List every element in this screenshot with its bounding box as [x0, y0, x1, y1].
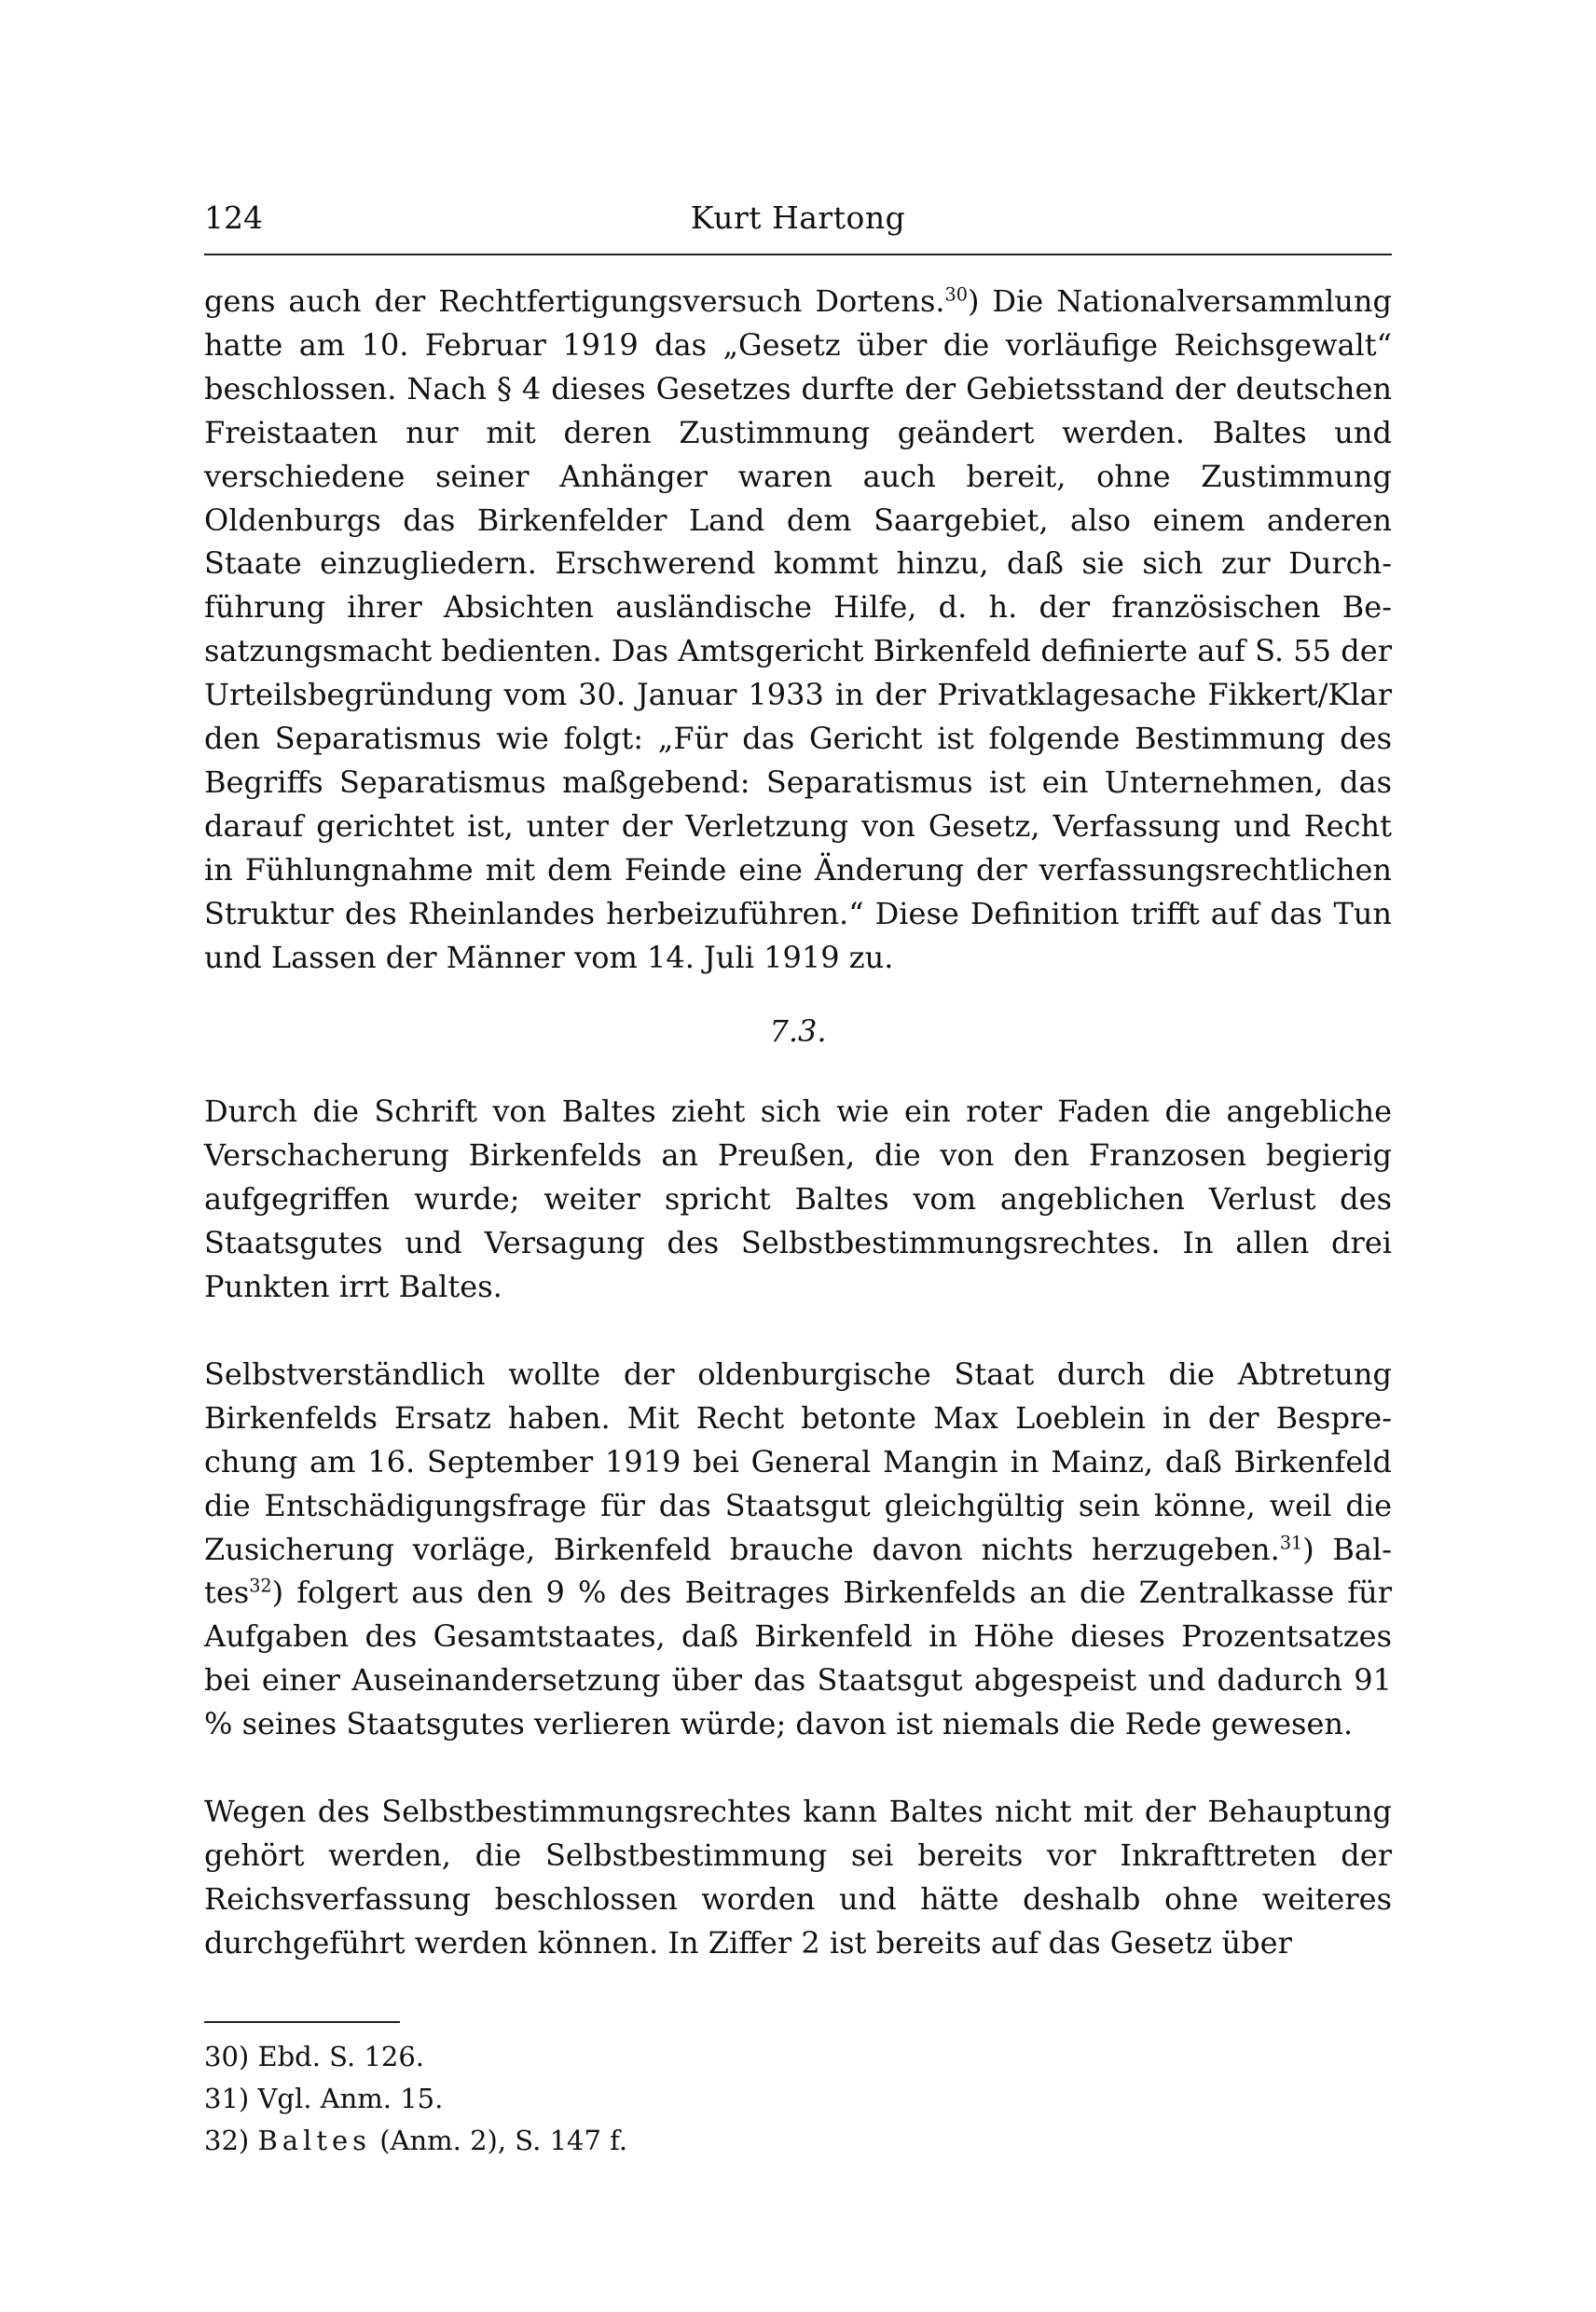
paragraph-3-text-b: ) Baltes — [204, 1531, 1393, 1611]
footnote-30 — [204, 2036, 1392, 2078]
footnotes — [204, 2036, 1392, 2162]
footnote-ref-32: 32 — [249, 1575, 272, 1597]
footnote-mark: 31) — [204, 2082, 250, 2114]
footnote-rule — [204, 2021, 400, 2023]
paragraph-1 — [204, 280, 1392, 980]
footnote-text: (Anm. 2), S. 147 f. — [371, 2124, 628, 2156]
paragraph-3 — [204, 1353, 1392, 1746]
paragraph-1-text-a: gens auch der Rechtfertigungsversuch Dortens. — [204, 283, 945, 319]
paragraph-1-text-b: ) Die Nationalversammlung hatte am 10. Februar 1919 das „Gesetz über die vorläufige Reichsgewalt“ beschlossen. Nach § 4 dieses Gesetzes durfte der Gebietsstand der deutschen Freistaaten nur mit deren Zustimmung geändert werden. Baltes und verschiedene seiner Anhänger waren auch bereit, ohne Zustimmung Oldenburgs das Birkenfelder Land dem Saargebiet, also einem anderen Staate einzugliedern. Erschwerend kommt hinzu, daß sie sich zur Durchführung ihrer Absichten ausländische Hilfe, d. h. der französischen Besatzungsmacht bedienten. Das Amtsgericht Birkenfeld definierte auf S. 55 der Urteilsbegründung vom 30. Januar 1933 in der Privatklagesache Fikkert/Klar den Separatismus wie folgt: „Für das Gericht ist folgende Bestimmung des Begriffs Separatismus maßgebend: Separatismus ist ein Unternehmen, das darauf gerichtet ist, unter der Verletzung von Gesetz, Verfassung und Recht in Fühlungnahme mit dem Feinde eine Änderung der verfassungsrechtlichen Struktur des Rheinlandes herbeizuführen.“ Diese Definition trifft auf das Tun und Lassen der Männer vom 14. Juli 1919 zu. — [204, 283, 1393, 975]
footnote-text: Vgl. Anm. 15. — [257, 2082, 444, 2114]
paragraph-2: Durch die Schrift von Baltes zieht sich wie ein roter Faden die angebliche Verschacherung Birkenfelds an Preußen, die von den Franzosen begierig aufgegriffen wurde; weiter spricht Baltes vom angeblichen Verlust des Staatsgutes und Versagung des Selbstbestimmungsrechtes. In allen drei Punkten irrt Baltes. — [204, 1094, 1392, 1305]
running-title: Kurt Hartong — [690, 200, 906, 236]
footnote-32 — [204, 2120, 1392, 2162]
footnote-31 — [204, 2078, 1392, 2120]
running-head — [204, 196, 1392, 241]
paragraph-4: Wegen des Selbstbestimmungsrechtes kann Baltes nicht mit der Behauptung gehört werden, die Selbstbestimmung sei bereits vor Inkrafttreten der Reichsverfassung beschlossen worden und hätte deshalb ohne weiteres durchgeführt werden können. In Ziffer 2 ist bereits auf das Gesetz über — [204, 1794, 1392, 1961]
paragraph-3-text-a: Selbstverständlich wollte der oldenburgische Staat durch die Abtretung Birkenfelds Ersatz haben. Mit Recht betonte Max Loeblein in der Besprechung am 16. September 1919 bei General Mangin in Mainz, daß Birkenfeld die Entschädigungsfrage für das Staatsgut gleichgültig sein könne, weil die Zusicherung vorläge, Birkenfeld brauche davon nichts herzugeben. — [204, 1356, 1392, 1567]
footnote-author: Baltes — [257, 2124, 372, 2156]
footnote-mark: 30) — [204, 2040, 250, 2072]
footnote-ref-31: 31 — [1279, 1532, 1303, 1554]
book-page — [204, 196, 1392, 2162]
section-heading: 7.3. — [769, 1012, 827, 1049]
footnote-text: Ebd. S. 126. — [257, 2040, 425, 2072]
header-rule — [204, 254, 1392, 255]
footnote-mark: 32) — [204, 2124, 250, 2156]
footnote-ref-30: 30 — [944, 283, 968, 306]
page-number: 124 — [204, 200, 263, 236]
paragraph-3-text-c: ) folgert aus den 9 % des Beitrages Birkenfelds an die Zentralkasse für Aufgaben des Gesamtstaates, daß Birkenfeld in Höhe dieses Prozentsatzes bei einer Auseinandersetzung über das Staatsgut abgespeist und dadurch 91 % seines Staatsgutes verlieren würde; davon ist niemals die Rede gewesen. — [204, 1575, 1392, 1742]
body-text — [204, 280, 1392, 1965]
